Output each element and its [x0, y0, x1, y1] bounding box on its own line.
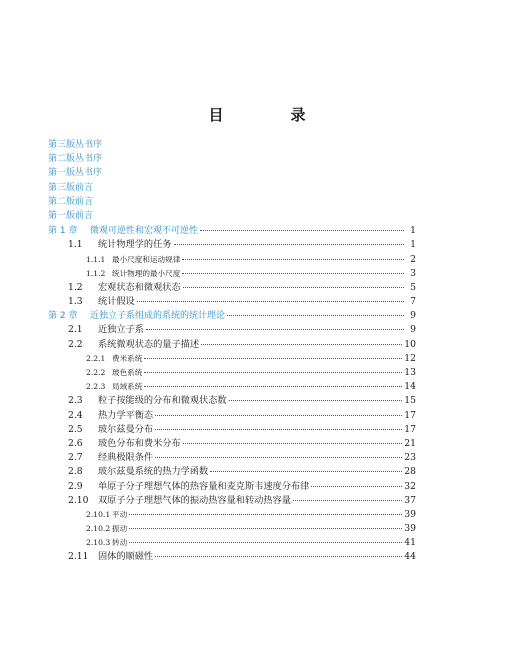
dot-leader [200, 221, 404, 231]
entry-number: 2.4 [68, 409, 83, 421]
entry-page: 17 [404, 423, 416, 435]
entry-number: 2.2.3 [86, 382, 106, 392]
entry-page: 39 [404, 523, 416, 535]
dot-leader [129, 519, 402, 529]
front-matter-label: 第三版前言 [48, 182, 94, 193]
entry-title: 振动 [112, 524, 128, 534]
dot-leader [182, 264, 404, 274]
dot-leader [129, 505, 402, 515]
front-matter-item[interactable] [48, 166, 416, 180]
dot-leader [183, 434, 403, 444]
dot-leader [144, 377, 402, 387]
front-matter-item[interactable] [48, 138, 416, 152]
entry-number: 2.1 [68, 324, 83, 336]
entry-page: 37 [404, 494, 416, 506]
entry-title: 转动 [112, 538, 128, 548]
dot-leader [129, 533, 402, 543]
entry-page: 14 [404, 381, 416, 393]
entry-page: 32 [404, 480, 416, 492]
entry-title: 固体的顺磁性 [98, 551, 154, 563]
entry-page: 17 [404, 409, 416, 421]
entry-number: 2.2 [68, 338, 83, 350]
dot-leader [174, 235, 405, 245]
dot-leader [144, 363, 402, 373]
entry-number: 2.7 [68, 452, 83, 464]
front-matter-label: 第一版前言 [48, 210, 94, 221]
entry-page: 44 [404, 551, 416, 563]
entry-number: 2.3 [68, 395, 83, 407]
entry-number: 1.1.2 [86, 268, 106, 278]
entry-number: 2.9 [68, 480, 83, 492]
dot-leader [210, 462, 402, 472]
entry-title: 双原子分子理想气体的振动热容量和转动热容量 [98, 494, 291, 506]
entry-number: 2.10 [68, 494, 89, 506]
front-matter-list [48, 138, 416, 223]
front-matter-label: 第三版丛书序 [48, 140, 103, 150]
entry-page: 9 [410, 324, 416, 336]
entry-title: 经典极限条件 [98, 452, 154, 464]
entry-title: 统计物理的最小尺度 [112, 268, 181, 278]
entry-page: 15 [404, 395, 416, 407]
dot-leader [137, 292, 404, 302]
entry-page: 39 [404, 508, 416, 520]
entry-number: 2.10.2 [86, 524, 111, 534]
entry-title: 局域系统 [112, 382, 143, 392]
entry-title: 统计物理学的任务 [98, 239, 172, 251]
entry-page: 1 [410, 239, 416, 251]
dot-leader [182, 250, 404, 260]
entry-title: 统计假设 [98, 296, 135, 308]
dot-leader [146, 320, 404, 330]
entry-number: 第 2 章 [48, 311, 78, 322]
entry-number: 2.10.1 [86, 509, 111, 519]
entry-number: 2.2.1 [86, 353, 106, 363]
toc-entry-section[interactable] [48, 549, 416, 563]
front-matter-label: 第二版丛书序 [48, 154, 103, 165]
entry-title: 玻尔兹曼系统的热力学函数 [98, 466, 209, 478]
entry-number: 2.10.3 [86, 538, 111, 548]
entry-number: 2.5 [68, 423, 83, 435]
toc-entries [48, 223, 416, 564]
entry-page: 3 [410, 267, 416, 279]
entry-number: 2.2.2 [86, 368, 106, 377]
dot-leader [293, 491, 402, 501]
entry-number: 2.11 [68, 551, 89, 563]
entry-number: 1.1 [68, 239, 83, 251]
entry-title: 平动 [112, 509, 128, 519]
page-title: 目 录 [208, 106, 332, 124]
entry-title: 微观可逆性和宏观不可逆性 [90, 226, 199, 237]
entry-page: 2 [410, 253, 416, 265]
entry-title: 玻色分布和费米分布 [98, 437, 181, 449]
entry-title: 热力学平衡态 [98, 409, 154, 421]
entry-page: 7 [410, 296, 416, 308]
entry-title: 粒子按能级的分布和微观状态数 [98, 395, 227, 407]
entry-page: 1 [410, 225, 416, 237]
table-of-contents [48, 138, 416, 564]
dot-leader [155, 406, 402, 416]
entry-number: 2.8 [68, 466, 83, 478]
entry-title: 单原子分子理想气体的热容量和麦克斯韦速度分布律 [98, 480, 310, 492]
entry-page: 12 [404, 352, 416, 364]
dot-leader [311, 477, 402, 487]
entry-number: 2.6 [68, 437, 83, 449]
front-matter-label: 第二版前言 [48, 196, 94, 207]
dot-leader [155, 448, 402, 458]
dot-leader [144, 349, 402, 359]
entry-title: 近独立子系组成的系统的统计理论 [90, 311, 226, 322]
front-matter-item[interactable] [48, 152, 416, 166]
dot-leader [201, 335, 402, 345]
entry-title: 宏观状态和微观状态 [98, 281, 181, 293]
entry-page: 10 [404, 338, 416, 350]
entry-number: 1.2 [68, 281, 83, 293]
entry-number: 1.1.1 [86, 254, 106, 264]
entry-title: 最小尺度和运动规律 [112, 254, 181, 264]
entry-title: 玻色系统 [112, 368, 143, 377]
entry-page: 5 [410, 281, 416, 293]
entry-page: 13 [404, 367, 416, 378]
entry-title: 玻尔兹曼分布 [98, 423, 154, 435]
dot-leader [229, 391, 403, 401]
entry-title: 近独立子系 [98, 324, 144, 336]
front-matter-item[interactable] [48, 195, 416, 209]
entry-title: 系统微观状态的量子描述 [98, 338, 200, 350]
entry-number: 1.3 [68, 296, 83, 308]
dot-leader [227, 306, 404, 316]
entry-title: 费米系统 [112, 353, 143, 363]
entry-page: 41 [404, 537, 416, 549]
front-matter-item[interactable] [48, 181, 416, 195]
entry-page: 21 [404, 437, 416, 449]
dot-leader [155, 547, 402, 557]
entry-page: 28 [404, 466, 416, 478]
entry-page: 9 [410, 310, 416, 322]
dot-leader [183, 278, 404, 288]
front-matter-label: 第一版丛书序 [48, 168, 103, 179]
entry-page: 23 [404, 452, 416, 464]
dot-leader [155, 420, 402, 430]
entry-number: 第 1 章 [48, 226, 78, 237]
